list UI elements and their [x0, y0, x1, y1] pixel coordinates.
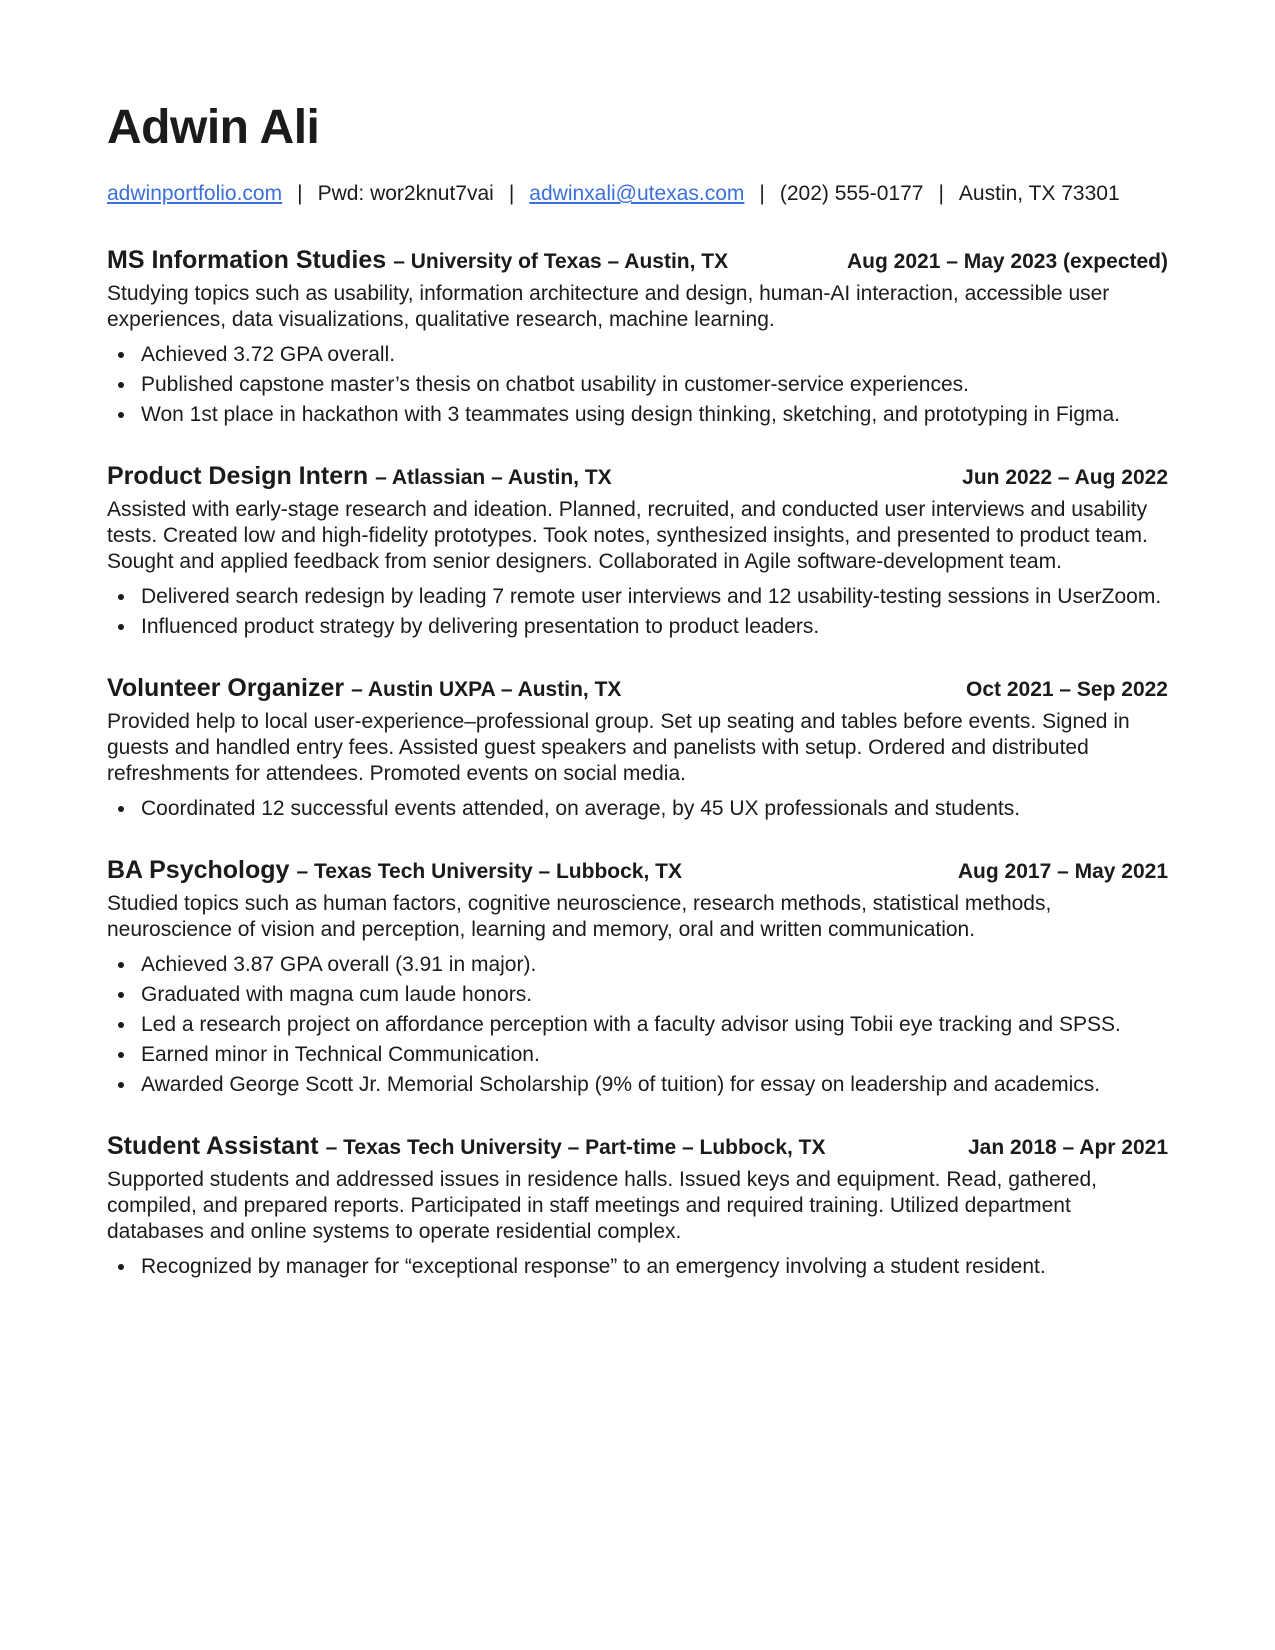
section-dates: Aug 2021 – May 2023 (expected) — [847, 250, 1168, 273]
section-subtitle: – Texas Tech University – Part-time – Lubbock, TX — [325, 1136, 826, 1159]
bullet-item: • Coordinated 12 successful events attended, on average, by 45 UX professionals and students. — [137, 796, 1168, 822]
phone-text: (202) 555-0177 — [779, 182, 924, 205]
section-title: Student Assistant — [107, 1132, 319, 1160]
bullet-list — [107, 796, 1168, 822]
section-title: MS Information Studies — [107, 246, 387, 274]
bullet-item: • Graduated with magna cum laude honors. — [137, 982, 1168, 1008]
bullet-item: • Achieved 3.72 GPA overall. — [137, 342, 1168, 368]
email-link[interactable]: adwinxali@utexas.com — [529, 182, 745, 205]
section-subtitle: – University of Texas – Austin, TX — [393, 250, 729, 273]
bullet-list — [107, 1254, 1168, 1280]
password-text: Pwd: wor2knut7vai — [317, 182, 494, 205]
section-summary: Supported students and addressed issues in residence halls. Issued keys and equipment. Read, gathered, compiled, and prepared reports. Participated in staff meetings and required training. Utilized department databases and online systems to operate residential complex. — [107, 1168, 1097, 1243]
section-heading — [107, 246, 1168, 275]
section-summary: Assisted with early-stage research and ideation. Planned, recruited, and conducted user interviews and usability tests. Created low and high-fidelity prototypes. Took notes, synthesized insights, and presented to product team. Sought and applied feedback from senior designers. Collaborated in Agile software-development team. — [107, 498, 1148, 573]
section-dates: Oct 2021 – Sep 2022 — [966, 678, 1168, 701]
section-summary: Studied topics such as human factors, cognitive neuroscience, research methods, statistical methods, neuroscience of vision and perception, learning and memory, oral and written communication. — [107, 892, 1052, 941]
bullet-item: • Influenced product strategy by delivering presentation to product leaders. — [137, 614, 1168, 640]
resume-section-ms-information-studies — [107, 246, 1168, 428]
section-heading — [107, 462, 1168, 491]
contact-line — [107, 180, 1168, 208]
bullet-item: • Won 1st place in hackathon with 3 teammates using design thinking, sketching, and prototyping in Figma. — [137, 402, 1168, 428]
bullet-item: • Awarded George Scott Jr. Memorial Scholarship (9% of tuition) for essay on leadership and academics. — [137, 1072, 1168, 1098]
section-dates: Aug 2017 – May 2021 — [957, 860, 1168, 883]
section-dates: Jan 2018 – Apr 2021 — [967, 1136, 1168, 1159]
section-title: BA Psychology — [107, 856, 290, 884]
separator: | — [508, 182, 515, 205]
section-heading — [107, 856, 1168, 885]
resume-section-product-design-intern — [107, 462, 1168, 640]
bullet-list — [107, 952, 1168, 1098]
section-subtitle: – Texas Tech University – Lubbock, TX — [296, 860, 682, 883]
bullet-item: • Published capstone master’s thesis on chatbot usability in customer-service experiences. — [137, 372, 1168, 398]
location-text: Austin, TX 73301 — [958, 182, 1120, 205]
bullet-list — [107, 342, 1168, 428]
bullet-list — [107, 584, 1168, 640]
separator: | — [938, 182, 944, 205]
resume-section-volunteer-organizer — [107, 674, 1168, 822]
person-name: Adwin Ali — [107, 101, 320, 154]
bullet-item: • Led a research project on affordance perception with a faculty advisor using Tobii eye tracking and SPSS. — [137, 1012, 1168, 1038]
separator: | — [297, 182, 303, 205]
website-link[interactable]: adwinportfolio.com — [107, 182, 283, 205]
section-heading — [107, 1132, 1168, 1161]
section-heading — [107, 674, 1168, 703]
bullet-item: • Earned minor in Technical Communication. — [137, 1042, 1168, 1068]
separator: | — [759, 182, 765, 205]
section-dates: Jun 2022 – Aug 2022 — [962, 466, 1168, 489]
section-summary: Studying topics such as usability, information architecture and design, human-AI interaction, accessible user experiences, data visualizations, qualitative research, machine learning. — [107, 282, 1110, 331]
resume-section-student-assistant — [107, 1132, 1168, 1280]
section-subtitle: – Atlassian – Austin, TX — [375, 466, 612, 489]
bullet-item: • Delivered search redesign by leading 7 remote user interviews and 12 usability-testing sessions in UserZoom. — [137, 584, 1168, 610]
resume-section-ba-psychology — [107, 856, 1168, 1098]
section-subtitle: – Austin UXPA – Austin, TX — [351, 678, 622, 701]
bullet-item: • Recognized by manager for “exceptional response” to an emergency involving a student resident. — [137, 1254, 1168, 1280]
section-title: Volunteer Organizer — [107, 674, 345, 702]
bullet-item: • Achieved 3.87 GPA overall (3.91 in major). — [137, 952, 1168, 978]
section-title: Product Design Intern — [107, 462, 369, 490]
section-summary: Provided help to local user-experience–professional group. Set up seating and tables before events. Signed in guests and handled entry fees. Assisted guest speakers and panelists with setup. Ordered and distributed refreshments for attendees. Promoted events on social media. — [107, 710, 1130, 785]
